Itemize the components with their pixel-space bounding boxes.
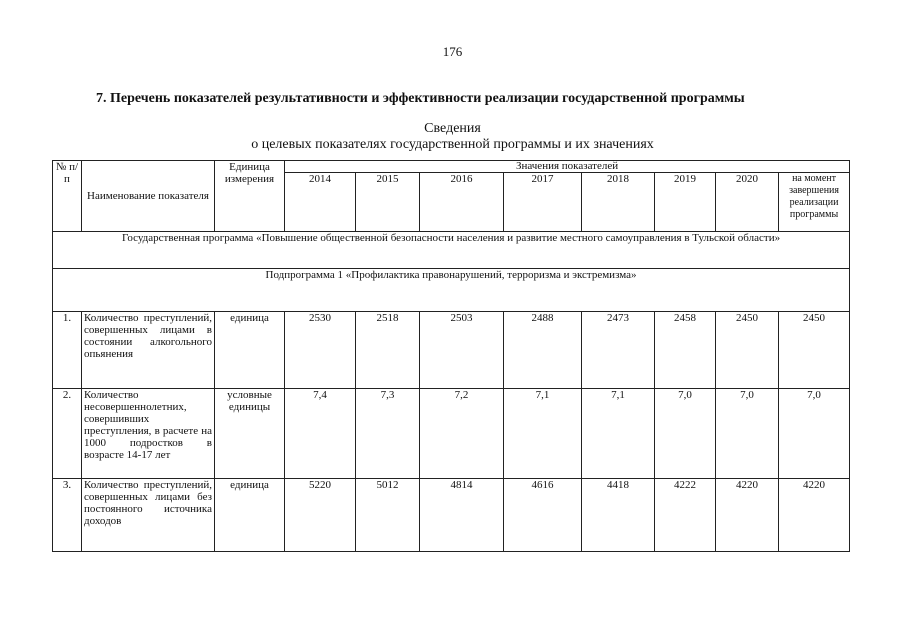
page-number: 176 (442, 44, 463, 59)
indicator-final-value: 7,0 (779, 389, 850, 479)
program-band-row (53, 232, 850, 269)
row-number: 3. (53, 479, 82, 552)
header-unit: Единица измерения (215, 161, 285, 232)
indicator-value: 5012 (356, 479, 420, 552)
indicator-value: 7,3 (356, 389, 420, 479)
caption-heading: Сведения (424, 121, 481, 136)
indicator-value: 7,0 (716, 389, 779, 479)
indicators-table (52, 160, 850, 552)
indicator-value: 4814 (420, 479, 504, 552)
section-title: 7. Перечень показателей результативности и эффективности реализации государственной программы (96, 91, 745, 106)
table-header-row (53, 161, 850, 173)
header-year: 2017 (504, 173, 582, 232)
indicator-value: 7,1 (582, 389, 655, 479)
indicator-name: Количество преступлений, совершенных лицами в состоянии алкогольного опьянения (82, 312, 215, 389)
indicator-value: 2530 (285, 312, 356, 389)
indicator-value: 2518 (356, 312, 420, 389)
indicator-value: 2450 (716, 312, 779, 389)
header-values-group: Значения показателей (285, 161, 850, 173)
subprogram-band-row (53, 269, 850, 312)
table-row (53, 479, 850, 552)
row-number: 2. (53, 389, 82, 479)
subprogram-title: Подпрограмма 1 «Профилактика правонарушений, терроризма и экстремизма» (53, 269, 850, 312)
indicator-unit: единица (215, 479, 285, 552)
indicator-final-value: 4220 (779, 479, 850, 552)
header-final-value: на момент завершения реализации программы (779, 173, 850, 232)
header-year: 2015 (356, 173, 420, 232)
indicator-value: 4222 (655, 479, 716, 552)
header-year: 2016 (420, 173, 504, 232)
indicator-value: 7,0 (655, 389, 716, 479)
indicator-unit: условные единицы (215, 389, 285, 479)
indicator-value: 2503 (420, 312, 504, 389)
indicator-value: 4418 (582, 479, 655, 552)
indicator-name: Количество несовершеннолетних, совершивших преступления, в расчете на 1000 подростков в возрасте 14-17 лет (82, 389, 215, 479)
indicator-value: 2473 (582, 312, 655, 389)
indicator-value: 7,4 (285, 389, 356, 479)
table-row (53, 312, 850, 389)
indicator-value: 4616 (504, 479, 582, 552)
program-title: Государственная программа «Повышение общественной безопасности населения и развитие местного самоуправления в Тульской области» (53, 232, 850, 269)
header-year: 2018 (582, 173, 655, 232)
header-year: 2014 (285, 173, 356, 232)
header-year: 2019 (655, 173, 716, 232)
caption-subheading: о целевых показателях государственной программы и их значениях (251, 137, 654, 152)
header-year: 2020 (716, 173, 779, 232)
indicator-value: 7,2 (420, 389, 504, 479)
indicator-final-value: 2450 (779, 312, 850, 389)
header-number: № п/п (53, 161, 82, 232)
header-indicator-name: Наименование показателя (82, 161, 215, 232)
table-row (53, 389, 850, 479)
indicator-name: Количество преступлений, совершенных лицами без постоянного источника доходов (82, 479, 215, 552)
indicator-value: 4220 (716, 479, 779, 552)
indicator-value: 5220 (285, 479, 356, 552)
row-number: 1. (53, 312, 82, 389)
indicator-value: 2488 (504, 312, 582, 389)
indicator-value: 7,1 (504, 389, 582, 479)
indicator-value: 2458 (655, 312, 716, 389)
indicator-unit: единица (215, 312, 285, 389)
